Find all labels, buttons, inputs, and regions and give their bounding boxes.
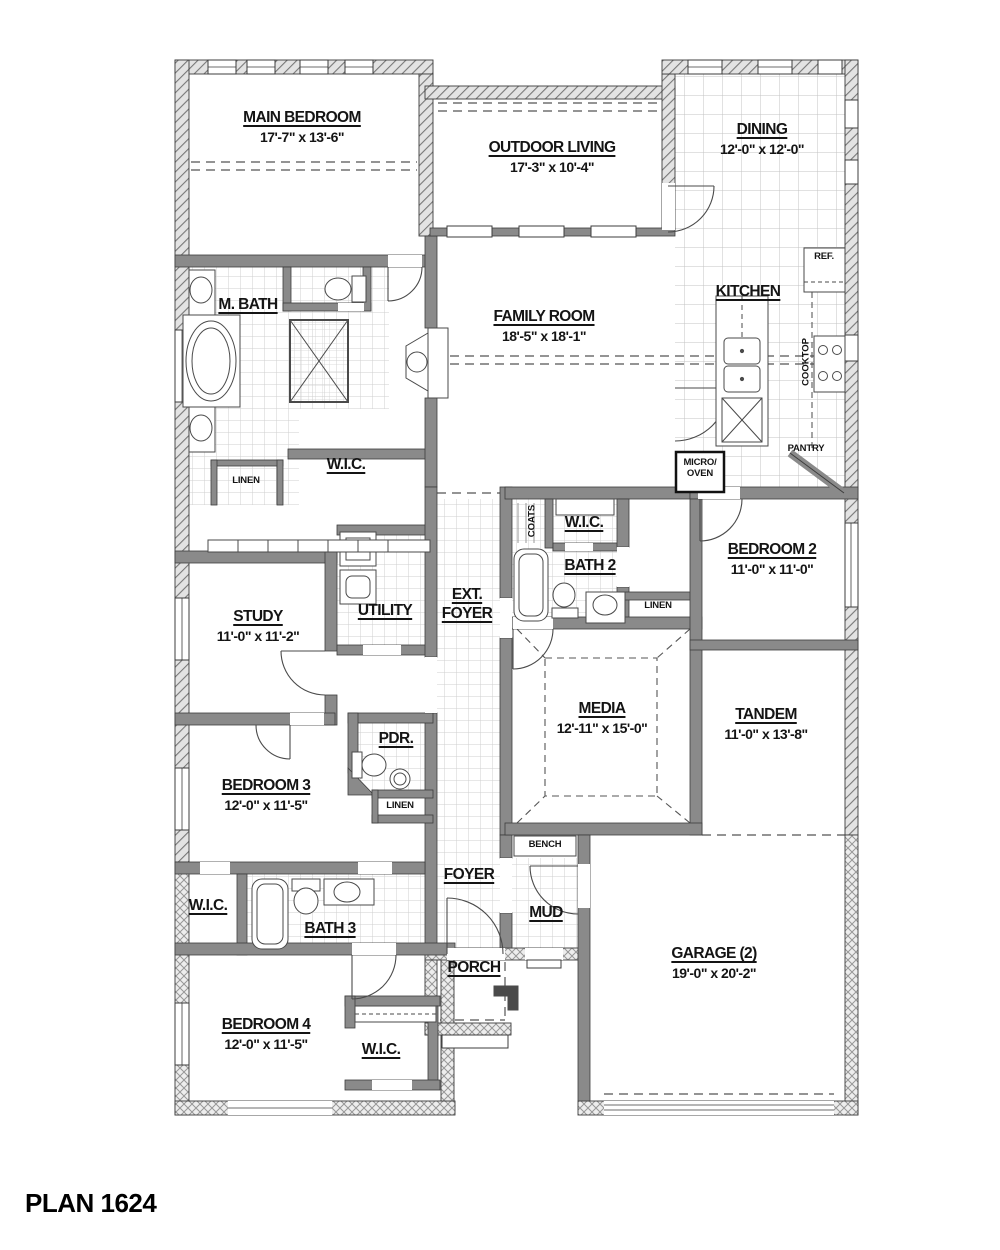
wic2-shelf	[556, 499, 614, 515]
callout-ref: REF.	[814, 251, 834, 262]
room-label-porch: PORCH	[447, 959, 501, 976]
powder-sink	[390, 769, 410, 789]
room-label-kitchen: KITCHEN	[715, 283, 781, 300]
bath3-sink	[334, 882, 360, 902]
room-label-bath2: BATH 2	[564, 557, 616, 574]
room-label-ext-foyer: EXT. FOYER	[441, 586, 493, 622]
master-tub	[186, 321, 236, 401]
callout-linen-powder: LINEN	[386, 800, 414, 811]
callout-coats: COATS	[526, 504, 538, 538]
room-label-wic3: W.I.C.	[188, 897, 228, 914]
bath2-toilet	[553, 583, 575, 607]
hall-builtin	[208, 540, 430, 552]
plan-title: PLAN 1624	[25, 1188, 157, 1218]
fireplace-box	[428, 328, 448, 398]
room-label-bedroom3: BEDROOM 3 12'-0" x 11'-5"	[221, 777, 311, 813]
room-label-bath3: BATH 3	[304, 920, 356, 937]
callout-linen-master: LINEN	[232, 475, 260, 486]
bath2-sink	[593, 595, 617, 615]
bath3-toilet	[294, 888, 318, 914]
room-label-main-bedroom	[243, 109, 361, 145]
room-label-dining: DINING 12'-0" x 12'-0"	[719, 121, 805, 157]
callout-cooktop: COOKTOP	[800, 338, 812, 386]
room-label-mud: MUD	[529, 904, 563, 921]
callout-bench: BENCH	[528, 839, 562, 850]
callout-linen-hall: LINEN	[644, 600, 672, 611]
master-sink-2	[190, 415, 212, 441]
callout-micro-oven: MICRO/ OVEN	[683, 457, 717, 479]
bath2-toilet-tank	[552, 608, 578, 618]
master-toilet-tank	[352, 276, 366, 302]
callout-pantry: PANTRY	[787, 443, 825, 454]
master-sink-1	[190, 277, 212, 303]
dryer	[340, 570, 376, 604]
room-label-powder: PDR.	[378, 730, 414, 747]
room-label-wic2: W.I.C.	[564, 514, 604, 531]
room-label-media: MEDIA 12'-11" x 15'-0"	[556, 700, 648, 736]
master-toilet	[325, 278, 351, 300]
room-label-tandem: TANDEM 11'-0" x 13'-8"	[724, 706, 808, 742]
powder-toilet	[362, 754, 386, 776]
room-label-bedroom4: BEDROOM 4 12'-0" x 11'-5"	[221, 1016, 311, 1052]
room-label-foyer: FOYER	[443, 866, 495, 883]
room-label-garage: GARAGE (2) 19'-0" x 20'-2"	[671, 945, 757, 981]
room-label-master-wic: W.I.C.	[326, 456, 366, 473]
room-label-bedroom2: BEDROOM 2 11'-0" x 11'-0"	[727, 541, 817, 577]
wic4-shelf	[355, 1006, 436, 1022]
room-label-family-room: FAMILY ROOM 18'-5" x 18'-1"	[493, 308, 595, 344]
porch-column	[494, 986, 518, 1010]
room-label-master-bath: M. BATH	[218, 296, 278, 313]
room-name: MAIN BEDROOM	[243, 109, 361, 126]
room-label-outdoor-living: OUTDOOR LIVING 17'-3" x 10'-4"	[488, 139, 616, 175]
room-label-wic4: W.I.C.	[361, 1041, 401, 1058]
room-label-utility: UTILITY	[357, 602, 413, 619]
fireplace	[406, 333, 428, 391]
room-label-study: STUDY 11'-0" x 11'-2"	[216, 608, 300, 644]
powder-toilet-tank	[352, 752, 362, 778]
cooktop	[814, 336, 845, 392]
room-dims: 17'-7" x 13'-6"	[259, 128, 345, 145]
